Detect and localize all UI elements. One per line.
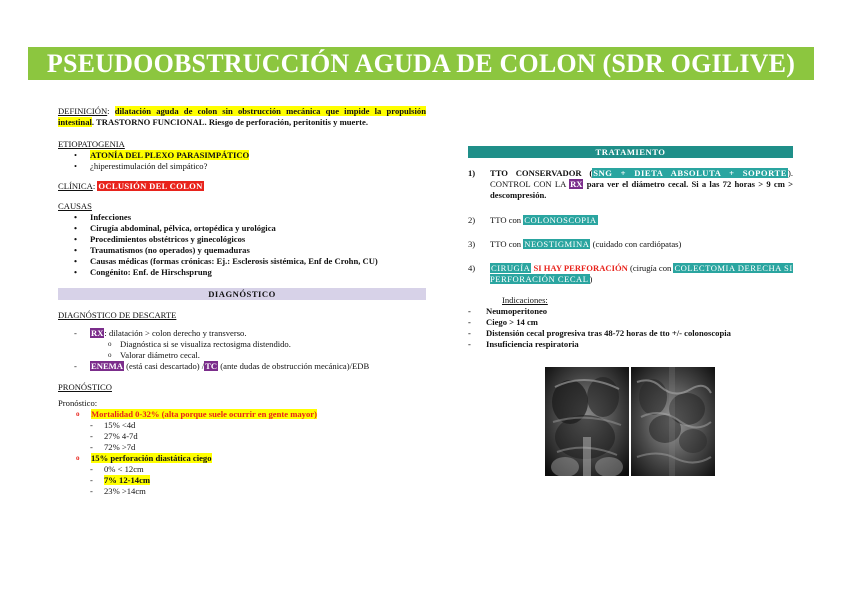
colectomia-highlight: COLECTOMIA DERECHA SI PERFORACIÓN CECAL [490, 263, 793, 284]
clinica-value: OCLUSIÓN DEL COLON [98, 181, 203, 191]
tratamiento-item-3: 3) TTO con NEOSTIGMINA (cuidado con cardiópatas) [468, 239, 682, 249]
rx-tag: RX [570, 179, 583, 189]
list-item: - Distensión cecal progresiva tras 48-72 horas de tto +/- colonoscopia [468, 328, 793, 339]
list-item: • ATONÍA DEL PLEXO PARASIMPÁTICO [58, 150, 426, 161]
list-item: - 7% 12-14cm [58, 475, 426, 486]
list-item: - RX: dilatación > colon derecho y transverso. [58, 328, 426, 339]
clinica-label: CLÍNICA [58, 181, 93, 191]
perforacion-sublist [58, 464, 426, 497]
enema-tag: ENEMA [91, 361, 123, 371]
perforacion-list [58, 453, 426, 464]
definicion-label: DEFINICIÓN [58, 106, 108, 116]
tratamiento-item-4: 4) CIRUGÍA SI HAY PERFORACIÓN (cirugía con COLECTOMIA DERECHA SI PERFORACIÓN CECAL) [468, 263, 793, 284]
right-column [468, 146, 793, 350]
list-item: - Ciego > 14 cm [468, 317, 793, 328]
list-item: - 15% <4d [58, 420, 426, 431]
list-item: • Infecciones [58, 212, 426, 223]
list-item: • ¿hiperestimulación del simpático? [58, 161, 426, 172]
list-item: - Neumoperitoneo [468, 306, 793, 317]
list-item: • Congénito: Enf. de Hirschsprung [58, 267, 426, 278]
xray-image-2 [631, 367, 715, 476]
list-item: - 0% < 12cm [58, 464, 426, 475]
list-item: - Insuficiencia respiratoria [468, 339, 793, 350]
pronostico-sub: Pronóstico: [58, 398, 98, 408]
causas-label: CAUSAS [58, 201, 92, 211]
list-item: • Procedimientos obstétricos y ginecológicos [58, 234, 426, 245]
rx-sublist [58, 339, 426, 361]
left-column [58, 106, 426, 497]
descarte-list [58, 328, 426, 339]
indicaciones-list [468, 306, 793, 350]
diagnostico-bar: DIAGNÓSTICO [58, 288, 426, 300]
pronostico-label: PRONÓSTICO [58, 382, 112, 392]
colonoscopia-highlight: COLONOSCOPIA [524, 215, 597, 225]
list-item: o Diagnóstica si se visualiza rectosigma distendido. [58, 339, 426, 350]
clinica: CLÍNICA: OCLUSIÓN DEL COLON [58, 181, 203, 191]
page-title: PSEUDOOBSTRUCCIÓN AGUDA DE COLON (SDR OGILIVE) [28, 47, 814, 80]
tto-conservador-highlight: SNG + DIETA ABSOLUTA + SOPORTE [593, 168, 787, 178]
tc-tag: TC [205, 361, 218, 371]
list-item: o Mortalidad 0-32% (alta porque suele ocurrir en gente mayor) [58, 409, 426, 420]
definicion: DEFINICIÓN: dilatación aguda de colon sin obstrucción mecánica que impide la propulsión intestinal. TRASTORNO FUNCIONAL. Riesgo de perforación, peritonitis y muerte. [58, 106, 426, 127]
causas-list [58, 212, 426, 278]
list-item: • Traumatismos (no operados) y quemaduras [58, 245, 426, 256]
list-item: o 15% perforación diastática ciego [58, 453, 426, 464]
cirugia-highlight: CIRUGÍA [491, 263, 531, 273]
rx-tag: RX [91, 328, 104, 338]
list-item: • Causas médicas (formas crónicas: Ej.: Esclerosis sistémica, Enf de Crohn, CU) [58, 256, 426, 267]
tratamiento-item-2: 2) TTO con COLONOSCOPIA [468, 215, 597, 225]
descarte-list-2 [58, 361, 426, 372]
indicaciones-label: Indicaciones: [502, 295, 548, 305]
neostigmina-highlight: NEOSTIGMINA [524, 239, 590, 249]
definicion-rest: . TRASTORNO FUNCIONAL. Riesgo de perforación, peritonitis y muerte. [91, 117, 369, 127]
list-item: • Cirugía abdominal, pélvica, ortopédica y urológica [58, 223, 426, 234]
etiopatogenia-label: ETIOPATOGENIA [58, 139, 125, 149]
mortalidad-list [58, 409, 426, 420]
list-item: o Valorar diámetro cecal. [58, 350, 426, 361]
mortalidad-sublist [58, 420, 426, 453]
list-item: - 72% >7d [58, 442, 426, 453]
tratamiento-item-1: 1) TTO CONSERVADOR (SNG + DIETA ABSOLUTA + SOPORTE). CONTROL CON LA RX para ver el diámetro cecal. Si a las 72 horas > 9 cm > descompresión. [468, 168, 793, 200]
definicion-highlight: dilatación aguda de colon sin obstrucción mecánica que impide la propulsión intestinal [58, 106, 426, 127]
list-item: - ENEMA (está casi descartado) /TC (ante dudas de obstrucción mecánica)/EDB [58, 361, 426, 372]
xray-image-1 [545, 367, 629, 476]
tratamiento-bar: TRATAMIENTO [468, 146, 793, 158]
descarte-label: DIAGNÓSTICO DE DESCARTE [58, 310, 177, 320]
list-item: - 27% 4-7d [58, 431, 426, 442]
list-item: - 23% >14cm [58, 486, 426, 497]
etiopatogenia-list [58, 150, 426, 172]
